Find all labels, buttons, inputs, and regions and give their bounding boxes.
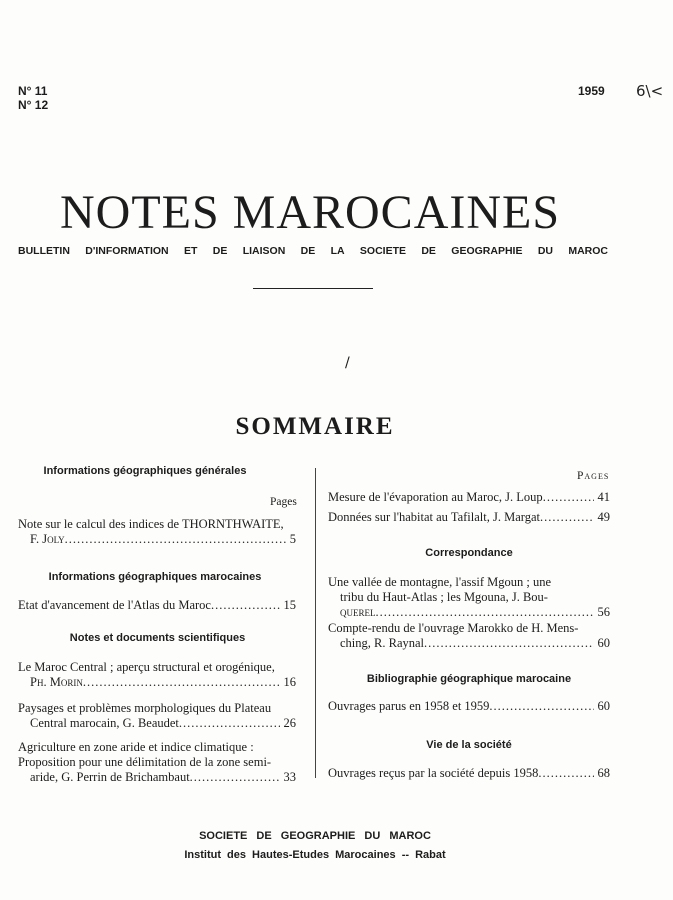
entry-page: 68 (597, 766, 610, 780)
entry-title: Compte-rendu de l'ouvrage Marokko de H. Mens- (328, 621, 579, 635)
entry-author: aride, G. Perrin de Brichambaut (30, 770, 190, 784)
entry-page: 60 (597, 636, 610, 650)
entry-title: Note sur le calcul des indices de THORNTHWAITE, (18, 517, 284, 531)
entry-title: Une vallée de montagne, l'assif Mgoun ; une (328, 575, 552, 589)
entry-page: 15 (283, 598, 296, 612)
entry-title: Ouvrages reçus par la société depuis 1958 (328, 766, 539, 780)
entry-title: Mesure de l'évaporation au Maroc, J. Loup (328, 490, 543, 504)
subtitle-word: SOCIETE (359, 245, 406, 257)
entry-page: 49 (597, 510, 610, 524)
entry-title: Le Maroc Central ; aperçu structural et orogénique, (18, 660, 275, 674)
subtitle-word: DE (421, 245, 436, 257)
entry-page: 56 (597, 605, 610, 619)
toc-entry[interactable] (18, 598, 296, 613)
journal-title: NOTES MAROCAINES (59, 186, 561, 239)
section-correspondance: Correspondance (425, 547, 513, 559)
entry-page: 33 (283, 770, 296, 784)
entry-author: ching, R. Raynal (340, 636, 425, 650)
subtitle-word: DE (212, 245, 228, 257)
subtitle-word: D'INFORMATION (85, 245, 169, 257)
entry-page: 16 (283, 675, 296, 689)
toc-entry[interactable] (18, 740, 296, 785)
footer-society: SOCIETE DE GEOGRAPHIE DU MAROC (199, 830, 431, 842)
dot-leader (376, 605, 594, 620)
entry-author: Central marocain, G. Beaudet (30, 716, 179, 730)
section-vie-societe: Vie de la société (426, 739, 512, 751)
entry-author: querel (340, 605, 376, 619)
dot-leader (489, 699, 593, 714)
toc-entry[interactable] (328, 490, 610, 505)
dot-leader (190, 770, 280, 785)
dot-leader (538, 766, 593, 781)
entry-page: 60 (597, 699, 610, 713)
handwritten-mark: 6\< (636, 82, 664, 100)
dot-leader (83, 675, 280, 690)
subtitle-word: DE (300, 245, 316, 257)
toc-entry[interactable] (328, 510, 610, 525)
issue-year: 1959 (578, 84, 605, 98)
section-notes-documents: Notes et documents scientifiques (69, 632, 246, 644)
toc-entry[interactable] (18, 517, 296, 547)
toc-entry[interactable] (328, 575, 610, 620)
toc-entry[interactable] (328, 621, 610, 651)
dot-leader (543, 490, 594, 505)
entry-author: F. Joly (30, 532, 65, 546)
entry-title: Ouvrages parus en 1958 et 1959 (328, 699, 490, 713)
right-pages-label: Pages (577, 470, 610, 482)
entry-title: Données sur l'habitat au Tafilalt, J. Margat (328, 510, 540, 524)
subtitle-word: GEOGRAPHIE (451, 245, 523, 257)
entry-title: Agriculture en zone aride et indice climatique : (18, 740, 254, 754)
left-pages-label: Pages (270, 496, 297, 508)
issue-number-11: N° 11 (18, 84, 48, 98)
dot-leader (540, 510, 594, 525)
section-informations-generales: Informations géographiques générales (43, 465, 247, 477)
entry-title-cont: tribu du Haut-Atlas ; les Mgouna, J. Bou- (340, 590, 548, 604)
column-divider (315, 468, 316, 778)
slash-mark: / (345, 355, 350, 371)
entry-author: Ph. Morin (30, 675, 83, 689)
toc-entry[interactable] (328, 766, 610, 781)
section-bibliographie: Bibliographie géographique marocaine (366, 673, 572, 685)
dot-leader (424, 636, 593, 651)
section-informations-marocaines: Informations géographiques marocaines (48, 571, 262, 583)
entry-title-cont: Proposition pour une délimitation de la zone semi- (18, 755, 272, 769)
entry-page: 5 (289, 532, 296, 546)
dot-leader (65, 532, 286, 547)
toc-entry[interactable] (18, 660, 296, 690)
dot-leader (211, 598, 280, 613)
subtitle-word: BULLETIN (18, 245, 70, 257)
issue-number-12: N° 12 (18, 98, 49, 112)
toc-entry[interactable] (328, 699, 610, 714)
sommaire-heading: SOMMAIRE (235, 413, 395, 440)
journal-subtitle (18, 245, 608, 257)
entry-page: 26 (283, 716, 296, 730)
subtitle-word: DU (537, 245, 553, 257)
subtitle-word: MAROC (568, 245, 608, 257)
dot-leader (179, 716, 280, 731)
subtitle-word: LA (330, 245, 345, 257)
subtitle-word: LIAISON (242, 245, 286, 257)
entry-title: Etat d'avancement de l'Atlas du Maroc (18, 598, 211, 612)
entry-page: 41 (597, 490, 610, 504)
title-rule (253, 288, 373, 289)
subtitle-word: ET (183, 245, 198, 257)
toc-entry[interactable] (18, 701, 296, 731)
entry-title: Paysages et problèmes morphologiques du Plateau (18, 701, 272, 715)
footer-institute: Institut des Hautes-Etudes Marocaines -- Rabat (184, 849, 446, 861)
